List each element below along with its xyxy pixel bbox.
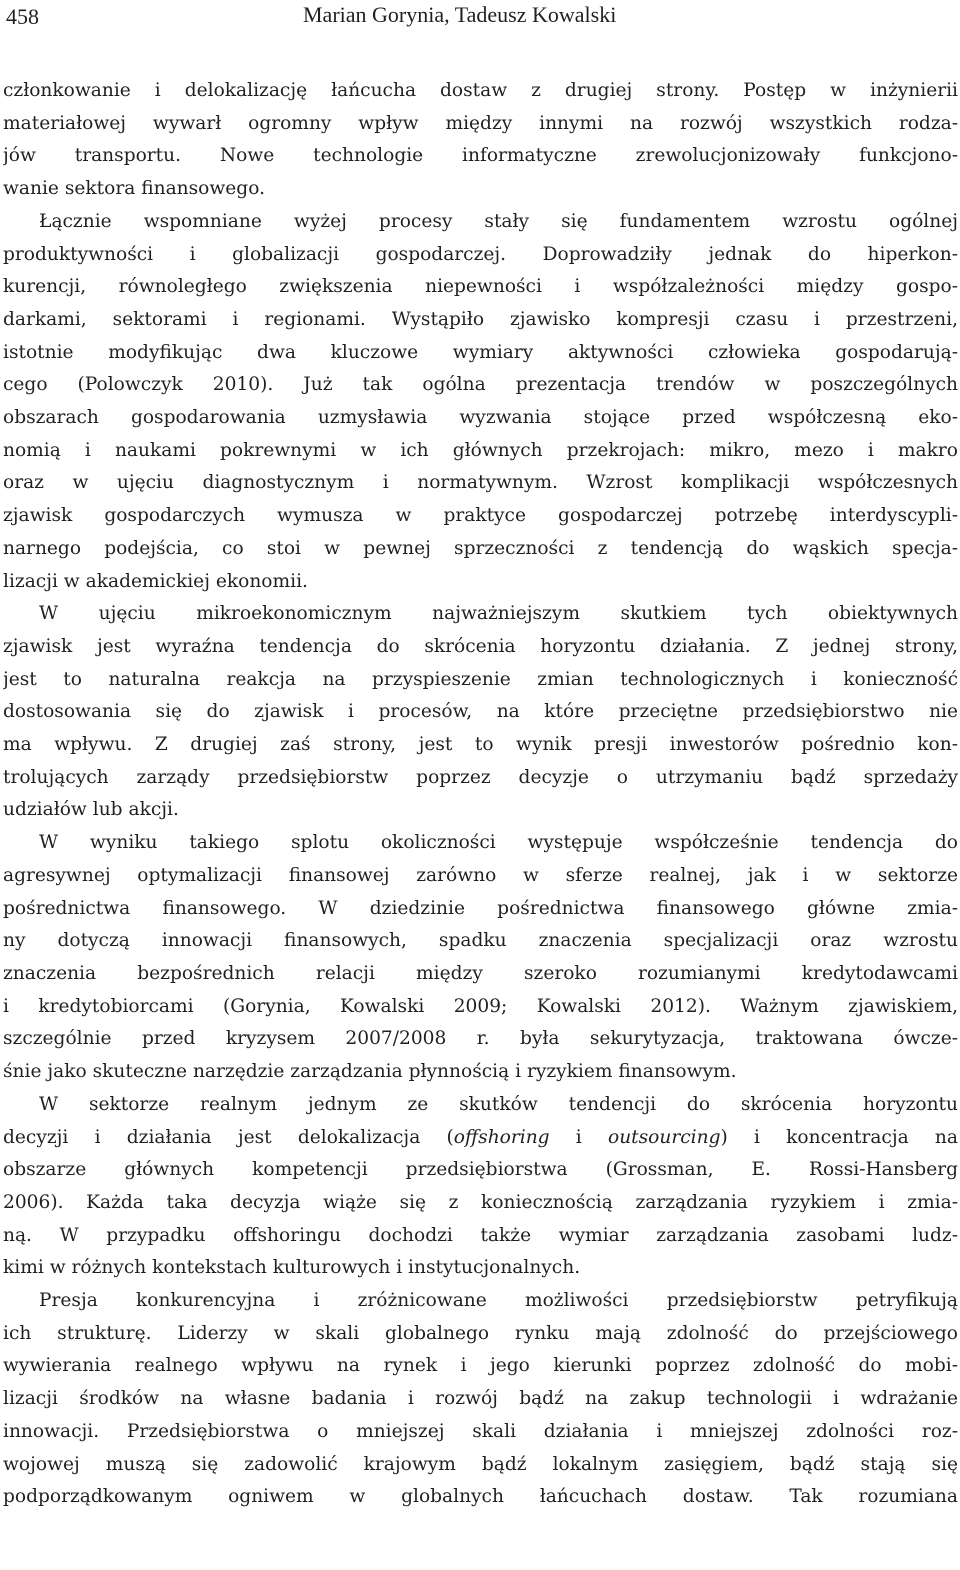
text-line: produktywności i globalizacji gospodarczej. Doprowadziły jednak do hiperkon- <box>3 243 958 265</box>
text-line: lizacji w akademickiej ekonomii. <box>3 570 308 592</box>
text-line: jów transportu. Nowe technologie informatyczne zrewolucjonizowały funkcjono- <box>3 145 958 167</box>
text-line: darkami, sektorami i regionami. Wystąpiło zjawisko kompresji czasu i przestrzeni, <box>3 308 958 330</box>
text-line: wywierania realnego wpływu na rynek i jego kierunki poprzez zdolność do mobi- <box>3 1355 958 1377</box>
text-line: znaczenia bezpośrednich relacji między szeroko rozumianymi kredytodawcami <box>3 962 958 984</box>
text-line: Łącznie wspomniane wyżej procesy stały się fundamentem wzrostu ogólnej <box>39 210 958 232</box>
text-line: agresywnej optymalizacji finansowej zarówno w sferze realnej, jak i w sektorze <box>3 864 958 886</box>
text-line: podporządkowanym ogniwem w globalnych łańcuchach dostaw. Tak rozumiana <box>3 1486 958 1508</box>
text-line: trolujących zarządy przedsiębiorstw poprzez decyzje o utrzymaniu bądź sprzedaży <box>3 766 958 788</box>
running-title: Marian Gorynia, Tadeusz Kowalski <box>303 2 617 27</box>
text-line <box>3 1122 958 1155</box>
text-line: narnego podejścia, co stoi w pewnej sprzeczności z tendencją do wąskich specja- <box>3 537 958 559</box>
text-line: pośrednictwa finansowego. W dziedzinie pośrednictwa finansowego główne zmia- <box>3 897 958 919</box>
text-line: W sektorze realnym jednym ze skutków tendencji do skrócenia horyzontu <box>39 1093 958 1115</box>
text-line: materiałowej wywarł ogromny wpływ między innymi na rozwój wszystkich rodza- <box>3 112 958 134</box>
italic-term: outsourcing <box>608 1126 721 1148</box>
text-line: dostosowania się do zjawisk i procesów, na które przeciętne przedsiębiorstwo nie <box>3 701 958 723</box>
text-line: zjawisk jest wyraźna tendencja do skrócenia horyzontu działania. Z jednej strony, <box>3 635 958 657</box>
text-line: ma wpływu. Z drugiej zaś strony, jest to wynik presji inwestorów pośrednio kon- <box>3 734 958 756</box>
text-line: oraz w ujęciu diagnostycznym i normatywnym. Wzrost komplikacji współczesnych <box>3 472 958 494</box>
text-fragment: ) i koncentracja na <box>720 1126 958 1148</box>
text-line: 2006). Każda taka decyzja wiąże się z koniecznością zarządzania ryzykiem i zmia- <box>3 1191 958 1213</box>
text-line: lizacji środków na własne badania i rozwój bądź na zakup technologii i wdrażanie <box>3 1388 958 1410</box>
text-line: i kredytobiorcami (Gorynia, Kowalski 2009; Kowalski 2012). Ważnym zjawiskiem, <box>3 995 958 1017</box>
text-line: członkowanie i delokalizację łańcucha dostaw z drugiej strony. Postęp w inżynierii <box>3 80 958 101</box>
text-line: śnie jako skuteczne narzędzie zarządzania płynnością i ryzykiem finansowym. <box>3 1061 737 1083</box>
running-header <box>3 0 956 42</box>
text-line: istotnie modyfikując dwa kluczowe wymiary aktywności człowieka gospodarują- <box>3 341 958 363</box>
text-line: cego (Polowczyk 2010). Już tak ogólna prezentacja trendów w poszczególnych <box>3 374 958 396</box>
text-line: udziałów lub akcji. <box>3 799 179 821</box>
text-line: ny dotyczą innowacji finansowych, spadku znaczenia specjalizacji oraz wzrostu <box>3 930 958 952</box>
text-line: szczególnie przed kryzysem 2007/2008 r. była sekurytyzacja, traktowana ówcze- <box>3 1028 958 1050</box>
text-fragment: i <box>549 1126 608 1148</box>
text-line: W ujęciu mikroekonomicznym najważniejszym skutkiem tych obiektywnych <box>39 603 958 625</box>
text-line: W wyniku takiego splotu okoliczności występuje współcześnie tendencja do <box>39 832 958 854</box>
text-line: obszarze głównych kompetencji przedsiębiorstwa (Grossman, E. Rossi-Hansberg <box>3 1159 958 1181</box>
text-line: kimi w różnych kontekstach kulturowych i instytucjonalnych. <box>3 1257 581 1279</box>
text-line: kurencji, równoległego zwiększenia niepewności i współzależności między gospo- <box>3 276 958 298</box>
page-number: 458 <box>6 4 39 29</box>
text-line: Presja konkurencyjna i zróżnicowane możliwości przedsiębiorstw petryfikują <box>39 1290 958 1312</box>
text-line: ną. W przypadku offshoringu dochodzi także wymiar zarządzania zasobami ludz- <box>3 1224 958 1246</box>
text-line: nomią i naukami pokrewnymi w ich głównych przekrojach: mikro, mezo i makro <box>3 439 958 461</box>
text-line: wojowej muszą się zadowolić krajowym bądź lokalnym zasięgiem, bądź stają się <box>3 1453 958 1475</box>
text-line: obszarach gospodarowania uzmysławia wyzwania stojące przed współczesną eko- <box>3 407 958 429</box>
text-line: innowacji. Przedsiębiorstwa o mniejszej skali działania i mniejszej zdolności roz- <box>3 1420 958 1442</box>
text-line: jest to naturalna reakcja na przyspieszenie zmian technologicznych i konieczność <box>3 668 958 690</box>
italic-term: offshoring <box>453 1126 550 1148</box>
text-fragment: decyzji i działania jest delokalizacja ( <box>3 1126 454 1148</box>
text-line: zjawisk gospodarczych wymusza w praktyce gospodarczej potrzebę interdyscypli- <box>3 505 958 527</box>
body-text <box>3 75 958 1514</box>
text-line: wanie sektora finansowego. <box>3 178 265 200</box>
text-line: ich strukturę. Liderzy w skali globalnego rynku mają zdolność do przejściowego <box>3 1322 958 1344</box>
